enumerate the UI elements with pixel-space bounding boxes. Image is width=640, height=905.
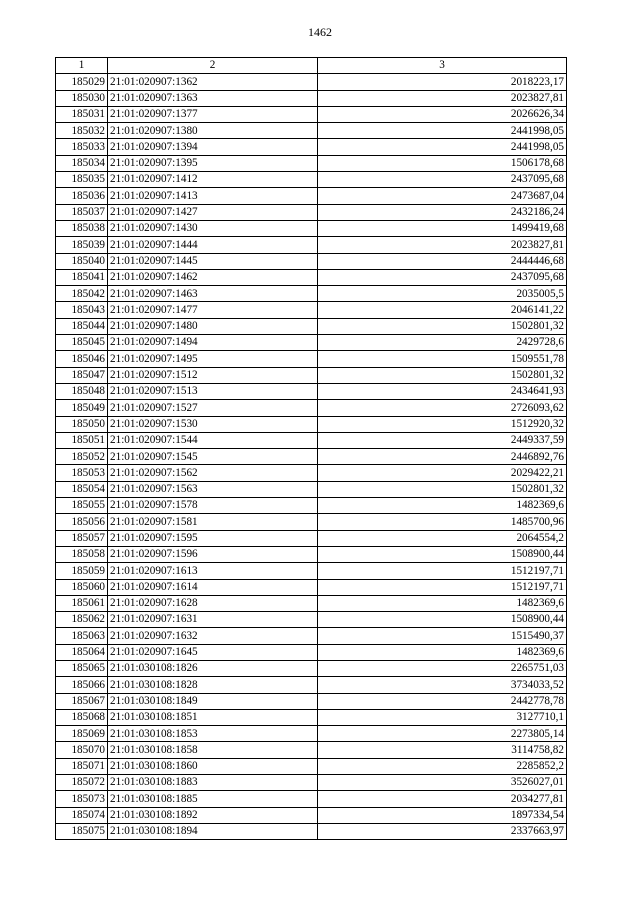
value-cell: 2437095,68 — [318, 172, 567, 188]
table-row — [56, 514, 567, 530]
cadastral-number-cell: 21:01:020907:1614 — [108, 579, 318, 595]
value-cell: 1502801,32 — [318, 318, 567, 334]
row-number-cell: 185050 — [56, 416, 108, 432]
cadastral-number-cell: 21:01:020907:1477 — [108, 302, 318, 318]
row-number-cell: 185059 — [56, 563, 108, 579]
cadastral-number-cell: 21:01:020907:1595 — [108, 530, 318, 546]
table-row — [56, 204, 567, 220]
row-number-cell: 185065 — [56, 660, 108, 676]
cadastral-number-cell: 21:01:030108:1885 — [108, 791, 318, 807]
table-row — [56, 351, 567, 367]
value-cell: 1506178,68 — [318, 155, 567, 171]
row-number-cell: 185036 — [56, 188, 108, 204]
value-cell: 2035005,5 — [318, 286, 567, 302]
table-row — [56, 498, 567, 514]
row-number-cell: 185055 — [56, 498, 108, 514]
table-row — [56, 660, 567, 676]
table-row — [56, 302, 567, 318]
row-number-cell: 185046 — [56, 351, 108, 367]
row-number-cell: 185051 — [56, 432, 108, 448]
value-cell: 2449337,59 — [318, 432, 567, 448]
cadastral-number-cell: 21:01:020907:1412 — [108, 172, 318, 188]
row-number-cell: 185029 — [56, 74, 108, 90]
row-number-cell: 185048 — [56, 383, 108, 399]
cadastral-number-cell: 21:01:020907:1563 — [108, 481, 318, 497]
table-row — [56, 775, 567, 791]
cadastral-number-cell: 21:01:030108:1860 — [108, 758, 318, 774]
value-cell: 1482369,6 — [318, 498, 567, 514]
table-row — [56, 530, 567, 546]
table-row — [56, 106, 567, 122]
table-row — [56, 74, 567, 90]
table-row — [56, 612, 567, 628]
row-number-cell: 185070 — [56, 742, 108, 758]
cadastral-number-cell: 21:01:020907:1395 — [108, 155, 318, 171]
value-cell: 2018223,17 — [318, 74, 567, 90]
table-row — [56, 563, 567, 579]
value-cell: 3734033,52 — [318, 677, 567, 693]
row-number-cell: 185035 — [56, 172, 108, 188]
value-cell: 2064554,2 — [318, 530, 567, 546]
table-row — [56, 709, 567, 725]
row-number-cell: 185034 — [56, 155, 108, 171]
row-number-cell: 185045 — [56, 335, 108, 351]
value-cell: 2473687,04 — [318, 188, 567, 204]
cadastral-number-cell: 21:01:020907:1545 — [108, 449, 318, 465]
value-cell: 2034277,81 — [318, 791, 567, 807]
value-cell: 1482369,6 — [318, 595, 567, 611]
cadastral-number-cell: 21:01:020907:1530 — [108, 416, 318, 432]
table-row — [56, 677, 567, 693]
row-number-cell: 185068 — [56, 709, 108, 725]
table-row — [56, 644, 567, 660]
cadastral-number-cell: 21:01:020907:1581 — [108, 514, 318, 530]
value-cell: 2337663,97 — [318, 823, 567, 839]
value-cell: 1515490,37 — [318, 628, 567, 644]
table-row — [56, 335, 567, 351]
table-header-row — [56, 58, 567, 74]
row-number-cell: 185071 — [56, 758, 108, 774]
value-cell: 1512920,32 — [318, 416, 567, 432]
value-cell: 2429728,6 — [318, 335, 567, 351]
table-row — [56, 823, 567, 839]
data-table — [55, 57, 567, 840]
cadastral-number-cell: 21:01:020907:1513 — [108, 383, 318, 399]
table-row — [56, 791, 567, 807]
table-row — [56, 90, 567, 106]
value-cell: 2726093,62 — [318, 400, 567, 416]
table-row — [56, 693, 567, 709]
table-body — [56, 74, 567, 840]
cadastral-number-cell: 21:01:020907:1462 — [108, 269, 318, 285]
cadastral-number-cell: 21:01:020907:1578 — [108, 498, 318, 514]
cadastral-number-cell: 21:01:020907:1596 — [108, 546, 318, 562]
row-number-cell: 185042 — [56, 286, 108, 302]
cadastral-number-cell: 21:01:020907:1613 — [108, 563, 318, 579]
cadastral-number-cell: 21:01:020907:1377 — [108, 106, 318, 122]
row-number-cell: 185040 — [56, 253, 108, 269]
row-number-cell: 185044 — [56, 318, 108, 334]
column-header-2: 2 — [108, 58, 318, 74]
cadastral-number-cell: 21:01:030108:1849 — [108, 693, 318, 709]
value-cell: 1508900,44 — [318, 612, 567, 628]
value-cell: 2437095,68 — [318, 269, 567, 285]
value-cell: 1897334,54 — [318, 807, 567, 823]
value-cell: 3114758,82 — [318, 742, 567, 758]
table-row — [56, 237, 567, 253]
table-row — [56, 416, 567, 432]
value-cell: 1508900,44 — [318, 546, 567, 562]
value-cell: 2265751,03 — [318, 660, 567, 676]
cadastral-number-cell: 21:01:020907:1544 — [108, 432, 318, 448]
row-number-cell: 185075 — [56, 823, 108, 839]
table-row — [56, 628, 567, 644]
value-cell: 2432186,24 — [318, 204, 567, 220]
value-cell: 1509551,78 — [318, 351, 567, 367]
cadastral-number-cell: 21:01:030108:1894 — [108, 823, 318, 839]
row-number-cell: 185054 — [56, 481, 108, 497]
table-row — [56, 400, 567, 416]
cadastral-number-cell: 21:01:030108:1851 — [108, 709, 318, 725]
value-cell: 1482369,6 — [318, 644, 567, 660]
value-cell: 1499419,68 — [318, 220, 567, 236]
cadastral-number-cell: 21:01:020907:1628 — [108, 595, 318, 611]
cadastral-number-cell: 21:01:020907:1631 — [108, 612, 318, 628]
table-row — [56, 579, 567, 595]
row-number-cell: 185057 — [56, 530, 108, 546]
cadastral-number-cell: 21:01:020907:1480 — [108, 318, 318, 334]
table-row — [56, 726, 567, 742]
cadastral-number-cell: 21:01:020907:1413 — [108, 188, 318, 204]
column-header-1: 1 — [56, 58, 108, 74]
row-number-cell: 185043 — [56, 302, 108, 318]
table-row — [56, 742, 567, 758]
cadastral-number-cell: 21:01:020907:1380 — [108, 123, 318, 139]
value-cell: 2446892,76 — [318, 449, 567, 465]
value-cell: 2023827,81 — [318, 90, 567, 106]
page-number: 1462 — [308, 25, 332, 39]
value-cell: 2026626,34 — [318, 106, 567, 122]
row-number-cell: 185074 — [56, 807, 108, 823]
row-number-cell: 185037 — [56, 204, 108, 220]
table-row — [56, 155, 567, 171]
row-number-cell: 185041 — [56, 269, 108, 285]
value-cell: 2273805,14 — [318, 726, 567, 742]
table-row — [56, 465, 567, 481]
row-number-cell: 185073 — [56, 791, 108, 807]
cadastral-number-cell: 21:01:020907:1494 — [108, 335, 318, 351]
value-cell: 2023827,81 — [318, 237, 567, 253]
cadastral-number-cell: 21:01:030108:1826 — [108, 660, 318, 676]
value-cell: 1512197,71 — [318, 563, 567, 579]
table-row — [56, 758, 567, 774]
cadastral-number-cell: 21:01:020907:1394 — [108, 139, 318, 155]
row-number-cell: 185052 — [56, 449, 108, 465]
value-cell: 1512197,71 — [318, 579, 567, 595]
table-row — [56, 269, 567, 285]
value-cell: 3526027,01 — [318, 775, 567, 791]
cadastral-number-cell: 21:01:030108:1853 — [108, 726, 318, 742]
row-number-cell: 185066 — [56, 677, 108, 693]
row-number-cell: 185030 — [56, 90, 108, 106]
row-number-cell: 185032 — [56, 123, 108, 139]
cadastral-number-cell: 21:01:020907:1444 — [108, 237, 318, 253]
row-number-cell: 185069 — [56, 726, 108, 742]
table-row — [56, 253, 567, 269]
table-row — [56, 481, 567, 497]
row-number-cell: 185049 — [56, 400, 108, 416]
cadastral-number-cell: 21:01:030108:1828 — [108, 677, 318, 693]
value-cell: 2029422,21 — [318, 465, 567, 481]
cadastral-number-cell: 21:01:020907:1645 — [108, 644, 318, 660]
table-row — [56, 595, 567, 611]
row-number-cell: 185053 — [56, 465, 108, 481]
value-cell: 2442778,78 — [318, 693, 567, 709]
table-row — [56, 220, 567, 236]
row-number-cell: 185063 — [56, 628, 108, 644]
cadastral-number-cell: 21:01:020907:1632 — [108, 628, 318, 644]
value-cell: 2441998,05 — [318, 123, 567, 139]
row-number-cell: 185062 — [56, 612, 108, 628]
cadastral-number-cell: 21:01:020907:1445 — [108, 253, 318, 269]
row-number-cell: 185047 — [56, 367, 108, 383]
table-row — [56, 139, 567, 155]
row-number-cell: 185056 — [56, 514, 108, 530]
table-row — [56, 546, 567, 562]
value-cell: 2434641,93 — [318, 383, 567, 399]
row-number-cell: 185038 — [56, 220, 108, 236]
row-number-cell: 185033 — [56, 139, 108, 155]
row-number-cell: 185072 — [56, 775, 108, 791]
column-header-3: 3 — [318, 58, 567, 74]
row-number-cell: 185058 — [56, 546, 108, 562]
cadastral-number-cell: 21:01:020907:1527 — [108, 400, 318, 416]
table-row — [56, 807, 567, 823]
cadastral-number-cell: 21:01:030108:1858 — [108, 742, 318, 758]
table-row — [56, 383, 567, 399]
cadastral-number-cell: 21:01:020907:1363 — [108, 90, 318, 106]
cadastral-number-cell: 21:01:020907:1512 — [108, 367, 318, 383]
table-row — [56, 172, 567, 188]
value-cell: 2441998,05 — [318, 139, 567, 155]
cadastral-number-cell: 21:01:020907:1430 — [108, 220, 318, 236]
table-row — [56, 432, 567, 448]
cadastral-number-cell: 21:01:030108:1883 — [108, 775, 318, 791]
row-number-cell: 185061 — [56, 595, 108, 611]
row-number-cell: 185060 — [56, 579, 108, 595]
cadastral-number-cell: 21:01:020907:1463 — [108, 286, 318, 302]
cadastral-number-cell: 21:01:020907:1562 — [108, 465, 318, 481]
value-cell: 3127710,1 — [318, 709, 567, 725]
table-row — [56, 318, 567, 334]
cadastral-number-cell: 21:01:020907:1427 — [108, 204, 318, 220]
row-number-cell: 185031 — [56, 106, 108, 122]
row-number-cell: 185064 — [56, 644, 108, 660]
value-cell: 2444446,68 — [318, 253, 567, 269]
table-row — [56, 286, 567, 302]
value-cell: 1485700,96 — [318, 514, 567, 530]
table-row — [56, 449, 567, 465]
row-number-cell: 185039 — [56, 237, 108, 253]
table-row — [56, 123, 567, 139]
value-cell: 2046141,22 — [318, 302, 567, 318]
table-row — [56, 188, 567, 204]
value-cell: 1502801,32 — [318, 481, 567, 497]
cadastral-number-cell: 21:01:020907:1362 — [108, 74, 318, 90]
row-number-cell: 185067 — [56, 693, 108, 709]
cadastral-number-cell: 21:01:030108:1892 — [108, 807, 318, 823]
table-row — [56, 367, 567, 383]
cadastral-number-cell: 21:01:020907:1495 — [108, 351, 318, 367]
value-cell: 2285852,2 — [318, 758, 567, 774]
value-cell: 1502801,32 — [318, 367, 567, 383]
